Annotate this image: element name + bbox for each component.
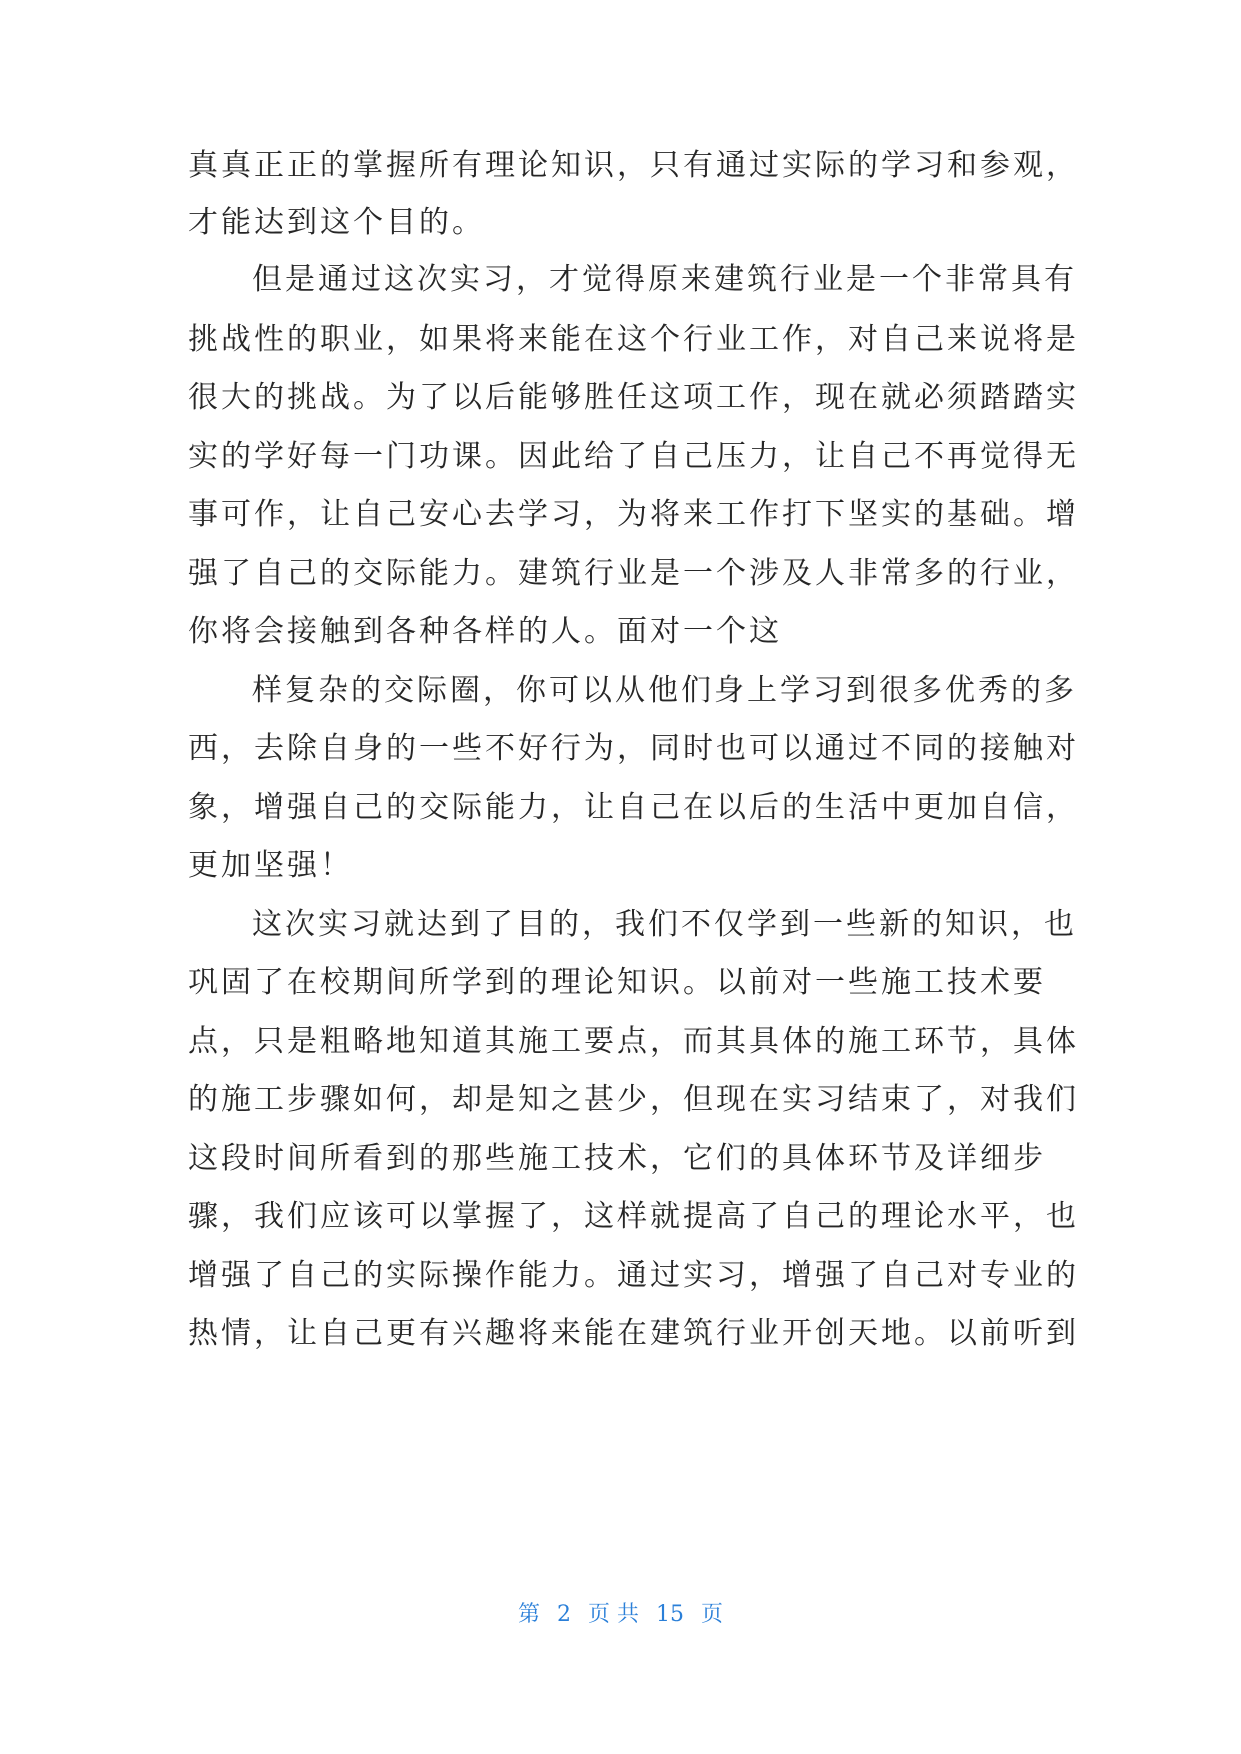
footer-prefix: 第 [517, 1602, 540, 1627]
footer-suffix: 页 [701, 1602, 724, 1627]
text-line: 更加坚强！ [188, 848, 353, 883]
total-pages-number: 15 [656, 1602, 684, 1627]
footer-middle: 页 共 [588, 1602, 639, 1627]
text-line: 真真正正的掌握所有理论知识，只有通过实际的学习和参观， [188, 148, 1079, 183]
text-line: 增强了自己的实际操作能力。通过实习，增强了自己对专业的 [188, 1258, 1079, 1293]
paragraph-start-line: 这次实习就达到了目的，我们不仅学到一些新的知识，也 [252, 907, 1077, 942]
text-line: 的施工步骤如何，却是知之甚少，但现在实习结束了，对我们 [188, 1082, 1079, 1117]
text-line: 很大的挑战。为了以后能够胜任这项工作，现在就必须踏踏实 [188, 380, 1079, 415]
paragraph-start-line: 但是通过这次实习，才觉得原来建筑行业是一个非常具有 [252, 262, 1077, 297]
current-page-number: 2 [557, 1602, 571, 1627]
paragraph-start-line: 样复杂的交际圈，你可以从他们身上学习到很多优秀的多 [252, 673, 1077, 708]
text-line: 热情，让自己更有兴趣将来能在建筑行业开创天地。以前听到 [188, 1316, 1079, 1351]
text-line: 事可作，让自己安心去学习，为将来工作打下坚实的基础。增 [188, 497, 1079, 532]
text-line: 你将会接触到各种各样的人。面对一个这 [188, 614, 782, 649]
text-line: 挑战性的职业，如果将来能在这个行业工作，对自己来说将是 [188, 322, 1079, 357]
text-line: 西，去除自身的一些不好行为，同时也可以通过不同的接触对 [188, 731, 1079, 766]
text-line: 才能达到这个目的。 [188, 205, 485, 240]
text-line: 巩固了在校期间所学到的理论知识。以前对一些施工技术要 [188, 965, 1046, 1000]
text-line: 强了自己的交际能力。建筑行业是一个涉及人非常多的行业， [188, 556, 1079, 591]
page-footer [0, 1600, 1241, 1630]
text-line: 点，只是粗略地知道其施工要点，而其具体的施工环节，具体 [188, 1024, 1079, 1059]
text-line: 骤，我们应该可以掌握了，这样就提高了自己的理论水平，也 [188, 1199, 1079, 1234]
text-line: 这段时间所看到的那些施工技术，它们的具体环节及详细步 [188, 1141, 1046, 1176]
text-line: 实的学好每一门功课。因此给了自己压力，让自己不再觉得无 [188, 439, 1079, 474]
text-line: 象，增强自己的交际能力，让自己在以后的生活中更加自信， [188, 790, 1079, 825]
